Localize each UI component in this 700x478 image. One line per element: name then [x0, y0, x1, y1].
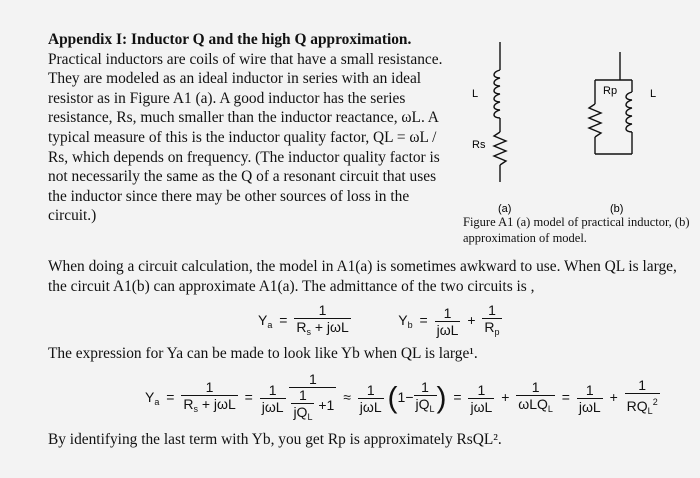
intro-section	[48, 30, 448, 226]
paragraph-expression: The expression for Ya can be made to look like Yb when QL is large¹.	[48, 345, 478, 362]
circuit-diagram	[460, 42, 690, 217]
circuit-b	[589, 52, 632, 154]
equation-admittances: $Y_a$ = $\frac{1}{R_s + j\omega L}$ $Y_b$ = $\frac{1}{\text{jωL}}$ + $\frac{1}{R_p}$	[258, 302, 500, 338]
inductor-coil-a	[494, 70, 500, 118]
label-l-b: L	[650, 88, 657, 100]
inductor-coil-b	[626, 92, 632, 132]
resistor-rs	[494, 132, 506, 165]
intro-paragraph: Practical inductors are coils of wire that have a small resistance. They are modeled as an ideal inductor in series with an ideal resistor as in Figure A1 (a). A good inductor has the series resistance, Rs, much smaller than the inductor reactance, ωL. A typical measure of this is the inductor quality factor, QL = ωL / Rs, which depends on frequency. (The inductor quality factor is not necessarily the same as the Q of a resonant circuit that uses the inductor since there may be other sources of loss in the circuit.)	[48, 50, 443, 225]
label-rp: Rp	[603, 85, 618, 97]
sublabel-a: (a)	[498, 203, 512, 215]
resistor-rp	[589, 104, 601, 137]
sublabel-b: (b)	[610, 203, 624, 215]
paragraph-conclusion: By identifying the last term with Yb, you get Rp is approximately RsQL².	[48, 431, 502, 448]
paragraph-admittance: When doing a circuit calculation, the model in A1(a) is sometimes awkward to use. When QL is large, the circuit A1(b) can approximate A1(a). The admittance of the two circuits is ,	[48, 258, 677, 295]
circuit-a	[494, 42, 506, 182]
appendix-heading: Appendix I: Inductor Q and the high Q approximation.	[48, 31, 412, 48]
label-rs: Rs	[472, 139, 486, 151]
figure-caption: Figure A1 (a) model of practical inductor, (b) approximation of model.	[463, 215, 690, 245]
figure-a1	[460, 42, 690, 217]
label-l-a: L	[472, 88, 479, 100]
equation-expansion: $Y_a$ = $\frac{1}{R_s + j\omega L}$ = $\frac{1}{\text{jωL}}$ 1 $\frac{1}{jQ_L}$ +1 ≈ $\frac{1}{\text{jωL}}$ (1− $\frac{1}{jQ_L}$ ) = $\frac{1}{\text{jωL}}$ + $\frac{1}{\omega LQ_L}$ = $\frac{1}{\text{jωL}}$ + $\frac{1}{RQ_L^2}$	[145, 371, 658, 422]
